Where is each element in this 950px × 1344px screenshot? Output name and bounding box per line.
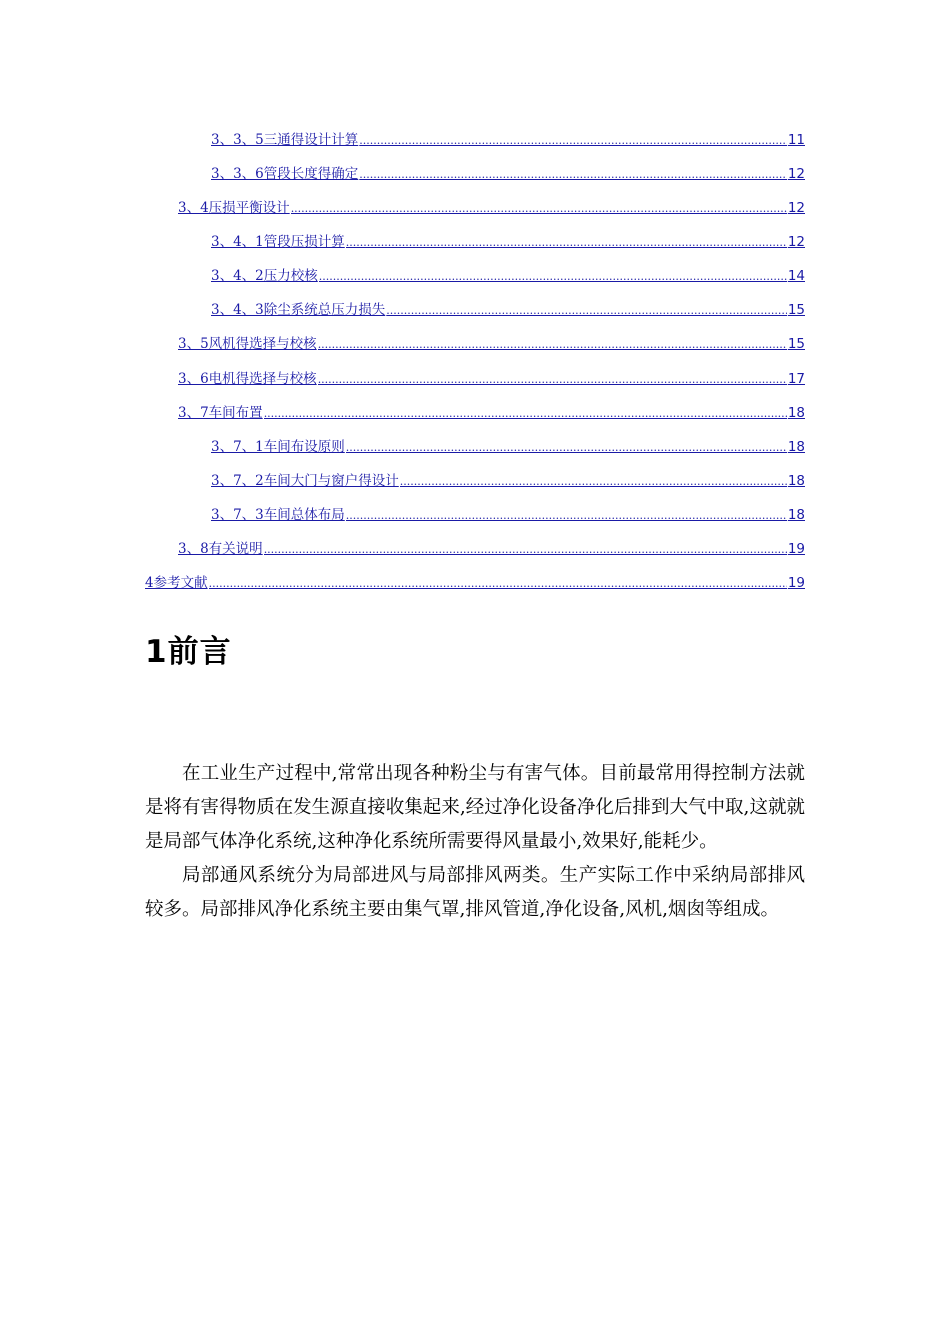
toc-entry-3-4[interactable]: [178, 194, 805, 216]
toc-entry-3-7-1[interactable]: [211, 433, 805, 455]
toc-entry-page: 15: [787, 336, 805, 352]
paragraph: 局部通风系统分为局部进风与局部排风两类。生产实际工作中采纳局部排风较多。局部排风净化系统主要由集气罩,排风管道,净化设备,风机,烟囱等组成。: [145, 865, 805, 920]
toc-entry-title: 3、4、1管段压损计算: [211, 234, 345, 250]
toc-entry-page: 18: [787, 473, 805, 489]
toc-entry-title: 4参考文献: [145, 575, 208, 591]
toc-entry-3-6[interactable]: [178, 365, 805, 387]
toc-entry-page: 17: [787, 371, 805, 387]
toc-entry-page: 19: [787, 575, 805, 591]
toc-entry-3-4-2[interactable]: [211, 262, 805, 284]
toc-entry-page: 12: [787, 166, 805, 182]
toc-entry-page: 12: [787, 200, 805, 216]
section-heading: 1前言: [145, 634, 232, 670]
toc-entry-title: 3、7车间布置: [178, 405, 263, 421]
toc-entry-title: 3、5风机得选择与校核: [178, 336, 317, 352]
toc-entry-page: 15: [787, 302, 805, 318]
toc-entry-3-3-5[interactable]: [211, 126, 805, 148]
paragraph: 在工业生产过程中,常常出现各种粉尘与有害气体。目前最常用得控制方法就是将有害得物质在发生源直接收集起来,经过净化设备净化后排到大气中取,这就就是局部气体净化系统,这种净化系统所需要得风量最小,效果好,能耗少。: [145, 763, 805, 852]
toc-entry-3-7[interactable]: [178, 399, 805, 421]
toc-entry-page: 11: [787, 132, 805, 148]
toc-entry-3-7-3[interactable]: [211, 501, 805, 523]
toc-entry-title: 3、6电机得选择与校核: [178, 371, 317, 387]
toc-entry-3-4-3[interactable]: [211, 296, 805, 318]
toc-entry-title: 3、3、6管段长度得确定: [211, 166, 359, 182]
toc-entry-3-8[interactable]: [178, 535, 805, 557]
toc-entry-4[interactable]: [145, 569, 805, 591]
toc-entry-3-7-2[interactable]: [211, 467, 805, 489]
toc-entry-title: 3、8有关说明: [178, 541, 263, 557]
toc-entry-title: 3、4、3除尘系统总压力损失: [211, 302, 386, 318]
toc-entry-page: 12: [787, 234, 805, 250]
toc-entry-title: 3、7、3车间总体布局: [211, 507, 345, 523]
toc-entry-title: 3、7、2车间大门与窗户得设计: [211, 473, 399, 489]
toc-entry-page: 19: [787, 541, 805, 557]
toc-entry-page: 18: [787, 405, 805, 421]
toc-entry-page: 18: [787, 507, 805, 523]
toc-entry-title: 3、7、1车间布设原则: [211, 439, 345, 455]
toc-entry-title: 3、4、2压力校核: [211, 268, 318, 284]
toc-entry-page: 14: [787, 268, 805, 284]
section-body: [145, 757, 805, 927]
toc-entry-3-5[interactable]: [178, 330, 805, 352]
toc-entry-3-4-1[interactable]: [211, 228, 805, 250]
toc-entry-3-3-6[interactable]: [211, 160, 805, 182]
toc-entry-title: 3、3、5三通得设计计算: [211, 132, 359, 148]
toc-entry-title: 3、4压损平衡设计: [178, 200, 290, 216]
toc-entry-page: 18: [787, 439, 805, 455]
